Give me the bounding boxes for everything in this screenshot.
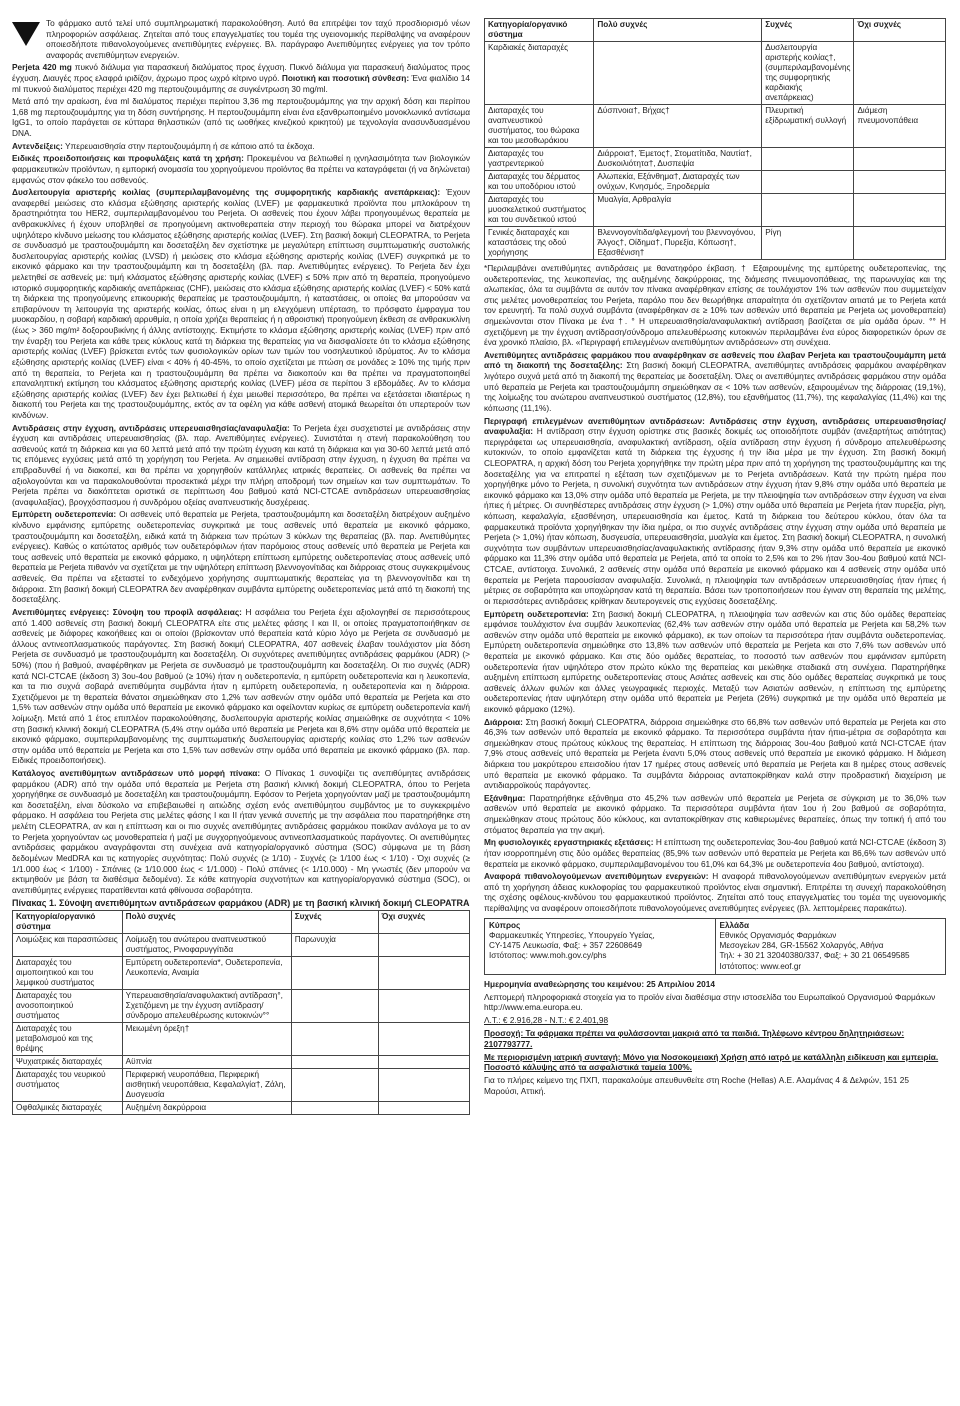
right-column	[484, 18, 946, 1396]
paragraph-heading: Ειδικές προειδοποιήσεις και προφυλάξεις κατά τη χρήση:	[12, 153, 244, 164]
header-uncommon: Όχι συχνές	[378, 911, 469, 934]
header-very-common: Πολύ συχνές	[122, 911, 291, 934]
paragraph-heading: Αναφορά πιθανολογούμενων ανεπιθύμητων ενεργειών:	[484, 871, 709, 882]
intro-notice	[12, 18, 470, 62]
paragraph-text: Στη βασική δοκιμή CLEOPATRA, ανεπιθύμητες αντιδράσεις φαρμάκου αναφέρθηκαν λιγότερο συχνά μετά από τη διακοπή της θεραπείας με δοσεταξέλη. Όλες οι ανεπιθύμητες αντιδράσεις φαρμάκου στην ομάδα υπό θεραπεία με Perjeta και τραστουζουμάμπη σημειώθηκαν σε < 10% των ασθενών, εξαιρουμένων της διάρροιας (19,1%), της λοίμωξης του ανώτερου αναπνευστικού συστήματος (12,8%), του εξανθήματος (11,7%), της κεφαλαλγίας (11,4%) και της κόπωσης (11,1%).	[484, 360, 946, 413]
product-name-rest: πυκνό διάλυμα για παρασκευή διαλύματος προς έγχυση. Πυκνό διάλυμα για παρασκευή διαλύματος προς έγχυση. Διαυγές προς ελαφρά ιριδίζον, άχρωμο προς ωχρό κίτρινο υγρό.	[12, 62, 471, 84]
cell-category: Λοιμώξεις και παρασιτώσεις	[13, 934, 123, 957]
paragraph	[484, 871, 946, 913]
cell-uncommon	[378, 934, 469, 957]
cell-uncommon	[378, 1102, 469, 1115]
left-column	[12, 18, 470, 1396]
cell-very-common: Αϋπνία	[122, 1056, 291, 1069]
paragraph-text: Η ασφάλεια του Perjeta έχει αξιολογηθεί σε περισσότερους από 1.400 ασθενείς στη βασική δοκιμή CLEOPATRA είτε στις μελέτες φάσης I και II, οι οποίες πραγματοποιήθηκαν σε ασθενείς με διάφορες κακοήθειες και οι οποίοι (βρίσκονταν υπό θεραπεία κατά κύριο λόγο με Perjeta σε συνδυασμό με άλλους αντινεοπλασματικούς παράγοντες. Στη βασική δοκιμή CLEOPATRA, 407 ασθενείς έλαβαν τουλάχιστον μία δόση Perjeta σε συνδυασμό με τραστουζουμάμπη και δοσεταξέλη. Οι συχνότερες ανεπιθύμητες αντιδράσεις φαρμάκου (ADR) (> 50%) (που ή βαθμού, αναφέρθηκαν με Perjeta σε συνδυασμό με τραστουζουμάμπη και δοσεταξέλη. Οι πιο συχνές (ADR) κατά NCI-CTCAE (έκδοση 3) 3ου-4ου βαθμού (≥ 10%) ήταν η ουδετεροπενία, η εμπύρετη ουδετεροπενία και η λευκοπενία, και τα πιο συχνά σοβαρά ανεπιθύμητα συμβάντα ήταν η εμπύρετη ουδετεροπενία, η ουδετεροπενία και η διάρροια. Σχετιζόμενοι με τη θεραπεία θάνατοι σημειώθηκαν στο 1,2% των ασθενών στην ομάδα υπό θεραπεία με Perjeta και στο 1,5% των ασθενών στην ομάδα υπό θεραπεία με εικονικό φάρμακο και οφείλονταν κυρίως σε εμπύρετη ουδετεροπενία και/ή λοίμωξη. Μετά από 1 έτος επιπλέον παρακολούθησης, δυσλειτουργία αριστερής κοιλίας σημειώθηκε σε συχνότητα < 10% στη βασική κλινική δοκιμή CLEOPATRA (5,4% στην ομάδα υπό θεραπεία με Perjeta και 8,6% στην ομάδα υπό θεραπεία με εικονικό φάρμακο, συμπεριλαμβανομένης της συμπτωματικής δυσλειτουργίας αριστερής κοιλίας στο 1,2% των ασθενών στην ομάδα υπό θεραπεία με Perjeta και στο 1,5% των ασθενών στην ομάδα υπό θεραπεία με εικονικό φάρμακο (βλ. παρ. Ειδικές προειδοποιήσεις).	[12, 606, 470, 766]
paragraph-text: Η επίπτωση της ουδετεροπενίας 3ου-4ου βαθμού κατά NCI-CTCAE (έκδοση 3) ήταν ισορροπημένη στις δύο ομάδες θεραπείας (85,9% των ασθενών υπό θεραπεία με Perjeta και 86,6% των ασθενών υπό θεραπεία με εικονικό φάρμακο, συμπεριλαμβανομένου του 61,0% και 64,3% με ουδετεροπενία 4ου βαθμού, αντίστοιχα).	[484, 837, 946, 869]
cell-category: Διαταραχές του μυοσκελετικού συστήματος και του συνδετικού ιστού	[485, 194, 594, 227]
cell-very-common: Δύσπνοια†, Βήχας†	[594, 105, 762, 148]
paragraph	[12, 768, 470, 895]
black-triangle-icon	[12, 22, 40, 46]
paragraph	[12, 423, 470, 508]
table-caption: Πίνακας 1. Σύνοψη ανεπιθύμητων αντιδράσεων φαρμάκου (ADR) με τη βασική κλινική δοκιμή CLEOPATRA	[12, 898, 470, 909]
cell-uncommon	[378, 1056, 469, 1069]
paragraph-text: *Περιλαμβάνει ανεπιθύμητες αντιδράσεις με θανατηφόρο έκβαση. † Εξαιρουμένης της εμπύρετης ουδετεροπενίας, της ουδετεροπενίας, της λευκοπενίας, της αυξημένης δακρύρροιας, της διάμεσης πνευμονοπάθειας, της παρωνυχίας και της αλωπεκίας, όλα τα συμβάντα σε αυτόν τον πίνακα αναφέρθηκαν επίσης σε τουλάχιστον 1% των ασθενών που συμμετείχαν στις μελέτες μονοθεραπείας του Perjeta, παρόλο που δεν θεωρήθηκε απαραίτητα ότι σχετίζονταν αιτιατά με το Perjeta κατά τον ερευνητή. Τα πολύ συχνά συμβάντα (αναφέρθηκαν σε ≥ 10% των ασθενών υπό θεραπεία με Perjeta ως μονοθεραπεία) σημειώνονται στον Πίνακα με ένα †. ° Η υπερευαισθησία/αναφυλακτική αντίδραση βασίζεται σε μία ομάδα όρων. °° Η σχετιζόμενη με την έγχυση αντίδραση/σύνδρομο απελευθέρωσης κυτοκινών περιλαμβάνει ένα εύρος διαφορετικών όρων σε ένα χρονικό πλαίσιο, βλ. «Περιγραφή επιλεγμένων ανεπιθύμητων αντιδράσεων» στη συνέχεια.	[484, 263, 946, 348]
paragraph-text: Η αναφορά πιθανολογούμενων ανεπιθύμητων ενεργειών μετά από τη χορήγηση άδειας κυκλοφορίας του φαρμακευτικού προϊόντος είναι σημαντική. Επιτρέπει τη συνεχή παρακολούθηση της σχέσης οφέλους-κινδύνου του φαρμακευτικού προϊόντος. Ζητείται από τους επαγγελματίες του τομέα της υγειονομικής περίθαλψης να αναφέρουν οποιεσδήποτε πιθανολογούμενες ανεπιθύμητες ενέργειες (βλ. λεπτομέρειες παρακάτω).	[484, 871, 946, 913]
cell-uncommon	[854, 42, 946, 105]
header-category: Κατηγορία/οργανικό σύστημα	[485, 19, 594, 42]
contact-cyprus	[485, 918, 716, 974]
paragraph-text: Έχουν αναφερθεί μειώσεις στο κλάσμα εξώθησης αριστερής κοιλίας (LVEF) με φαρμακευτικά προϊόντα που μπλοκάρουν τη δραστηριότητα του HER2, συμπεριλαμβανομένου του Perjeta. Οι ασθενείς που έχουν λάβει προηγουμένως θεραπεία με ανθρακυκλίνες ή έχουν υποβληθεί σε προηγούμενη ακτινοθεραπεία στην περιοχή του θώρακα μπορεί να διατρέχουν υψηλότερο κίνδυνο μείωσης του κλάσματος εξώθησης αριστερής κοιλίας (LVEF). Στη βασική δοκιμή CLEOPATRA, το Perjeta σε συνδυασμό με τραστουζουμάμπη και δοσεταξέλη δεν σχετίστηκε με μεγαλύτερη επίπτωση συμπτωματικής συστολικής δυσλειτουργίας αριστερής κοιλίας (LVSD) ή μειώσεις στο κλάσμα εξώθησης αριστερής κοιλίας (LVEF) συγκριτικά με το εικονικό φάρμακο και την τραστουζουμάμπη και τη δοσεταξέλη (βλ. παρ. Ανεπιθύμητες ενέργειες). Το Perjeta δεν έχει μελετηθεί σε ασθενείς με: τιμή κλάσματος εξώθησης αριστερής κοιλίας (LVEF) ≤ 50% πριν από τη θεραπεία, προηγούμενο ιστορικό συμφορητικής καρδιακής ανεπάρκειας (CHF), μειώσεις στο κλάσμα εξώθησης αριστερής κοιλίας (LVEF) < 50% κατά τη διάρκεια της προηγούμενης επικουρικής θεραπείας με τραστουζουμάμπη, ή καταστάσεις, οι οποίες θα μπορούσαν να επιβαρύνουν τη λειτουργία της αριστερής κοιλίας, όπως είναι η μη ελεγχόμενη υπέρταση, το πρόσφατο έμφραγμα του μυοκαρδίου, η σοβαρή καρδιακή αρρυθμία, η οποία χρήζει θεραπείας ή η αθροιστική προηγούμενη έκθεση σε ανθρακυκλίνη (έως > 360 mg/m² δοξορουβικίνης ή άλλης αντίστοιχης. Εκτιμήστε το κλάσμα εξώθησης αριστερής κοιλίας (LVEF) πριν από την έναρξη του Perjeta και κάθε τρεις κύκλους κατά τη διάρκεια της θεραπείας για να διασφαλίσετε ότι το κλάσμα εξώθησης αριστερής κοιλίας (LVEF) βρίσκεται εντός των φυσιολογικών ορίων των τιμών του νοσηλευτικού ιδρύματος. Αν το κλάσμα εξώθησης αριστερής κοιλίας (LVEF) είναι < 40% ή 40-45%, το οποίο σχετίζεται με πτώση σε μονάδες ≥ 10% της τιμής πριν από τη θεραπεία, το Perjeta και η τραστουζουμάμπη θα πρέπει να διακοπούν και θα πρέπει να πραγματοποιηθεί επαναληπτική εκτίμηση του κλάσματος εξώθησης αριστερής κοιλίας (LVEF) μέσα σε περίπου 3 εβδομάδες. Αν το κλάσμα εξώθησης αριστερής κοιλίας (LVEF) δεν έχει βελτιωθεί ή έχει μειωθεί περισσότερο, θα πρέπει να εξετάσεται ιδιαιτέρως η διακοπή του Perjeta και της τραστουζουμάμπης, εκτός αν τα οφέλη για κάθε ασθενή ατομικά θεωρείται ότι υπερτερούν των κινδύνων.	[12, 187, 470, 420]
contact-greece-website[interactable]: Ιστότοπος: www.eof.gr	[719, 961, 802, 971]
paragraph-heading: Περιγραφή επιλεγμένων ανεπιθύμητων αντιδράσεων: Αντιδράσεις στην έγχυση, αντιδράσεις υπερευαισθησίας/αναφυλαξία:	[484, 415, 946, 437]
cell-very-common: Αλωπεκία, Εξάνθημα†, Διαταραχές των ονύχων, Κνησμός, Ξηροδερμία	[594, 171, 762, 194]
cell-category: Ψυχιατρικές διαταραχές	[13, 1056, 123, 1069]
reporting-contacts	[484, 918, 946, 975]
paragraph-text: Στη βασική δοκιμή CLEOPATRA, διάρροια σημειώθηκε στο 66,8% των ασθενών υπό θεραπεία με Perjeta και στο 46,3% των ασθενών υπό θεραπεία με εικονικό φάρμακο. Τα περισσότερα συμβάντα ήταν ήπια-μέτρια σε σοβαρότητα και σημειώθηκαν στους πρώτους κύκλους της θεραπείας. Η επίπτωση της διάρροιας 3ου-4ου βαθμού κατά NCI-CTCAE ήταν 7,9% στους ασθενείς υπό θεραπεία με Perjeta έναντι 5,0% στους ασθενείς υπό θεραπεία με εικονικό φάρμακο. Η διάμεση διάρκεια του μακρύτερου επεισοδίου ήταν 17 ημέρες στους ασθενείς υπό θεραπεία με Perjeta και 8 ημέρες στους ασθενείς υπό θεραπεία με εικονικό φάρμακο. Τα συμβάντα διάρροιας ανταποκρίθηκαν καλά στην προδραστική διαχείριση με αντιδιαρροϊκούς παράγοντες.	[484, 716, 946, 791]
cell-uncommon	[854, 148, 946, 171]
cell-category: Διαταραχές του μεταβολισμού και της θρέψης	[13, 1023, 123, 1056]
cell-common	[762, 171, 854, 194]
table-row	[485, 171, 946, 194]
contact-cyprus-line: Φαρμακευτικές Υπηρεσίες, Υπουργείο Υγείας,	[489, 930, 655, 940]
monitoring-notice: Το φάρμακο αυτό τελεί υπό συμπληρωματική παρακολούθηση. Αυτό θα επιτρέψει τον ταχύ προσδιορισμό νέων πληροφοριών ασφάλειας. Ζητείται από τους επαγγελματίες του τομέα της υγειονομικής περίθαλψης να αναφέρουν οποιεσδήποτε πιθανολογούμενες ανεπιθύμητες ενέργειες. Βλ. παράγραφο Ανεπιθύμητες ενέργειες για τον τρόπο αναφοράς ανεπιθύμητων ενεργειών.	[46, 18, 470, 60]
header-very-common: Πολύ συχνές	[594, 19, 762, 42]
cell-common	[291, 957, 378, 990]
contact-greece-country: Ελλάδα	[719, 920, 749, 930]
header-common: Συχνές	[762, 19, 854, 42]
header-category: Κατηγορία/οργανικό σύστημα	[13, 911, 123, 934]
cell-category: Διαταραχές του αναπνευστικού συστήματος, του θώρακα και του μεσοθωράκιου	[485, 105, 594, 148]
paragraph-heading: Εμπύρετη ουδετεροπενία:	[484, 608, 589, 619]
paragraph	[12, 141, 470, 152]
cell-category: Διαταραχές του ανοσοποιητικού συστήματος	[13, 990, 123, 1023]
paragraph-text: Μετά από την αραίωση, ένα ml διαλύματος περιέχει περίπου 3,36 mg περτουζουμάμπης για την αρχική δόση και περίπου 1,68 mg περτουζουμάμπης για τη δόση συντήρησης. Η περτουζουμάμπη είναι ένα εξανθρωποιημένο μονοκλωνικό αντίσωμα IgG1, το οποίο παράγεται σε κύτταρα θηλαστικών (από τις ωοθήκες κινεζικού κρικητού) με τεχνολογία ανασυνδυασμένου DNA.	[12, 96, 470, 139]
cell-common	[291, 1023, 378, 1056]
paragraph-text: Υπερευαισθησία στην περτουζουμάμπη ή σε κάποιο από τα έκδοχα.	[62, 140, 315, 151]
cell-uncommon	[378, 1023, 469, 1056]
table-row	[485, 148, 946, 171]
cell-category: Οφθαλμικές διαταραχές	[13, 1102, 123, 1115]
paragraph	[12, 153, 470, 185]
cell-category: Καρδιακές διαταραχές	[485, 42, 594, 105]
cell-very-common: Εμπύρετη ουδετεροπενία*, Ουδετεροπενία, Λευκοπενία, Αναιμία	[122, 957, 291, 990]
paragraph-heading: Ανεπιθύμητες ενέργειες: Σύνοψη του προφίλ ασφάλειας:	[12, 606, 242, 617]
contact-greece-line: Τηλ: + 30 21 32040380/337, Φαξ: + 30 21 06549585	[719, 951, 910, 961]
table-row	[485, 194, 946, 227]
table-header-row	[13, 911, 470, 934]
cell-uncommon	[378, 990, 469, 1023]
cell-uncommon	[854, 227, 946, 260]
cell-common: Δυσλειτουργία αριστερής κοιλίας†, (συμπεριλαμβανομένης της συμφορητικής καρδιακής ανεπάρκειας)	[762, 42, 854, 105]
header-common: Συχνές	[291, 911, 378, 934]
table-row	[485, 42, 946, 105]
paragraph	[484, 717, 946, 791]
paragraph-heading: Αντιδράσεις στην έγχυση, αντιδράσεις υπερευαισθησίας/αναφυλαξία:	[12, 422, 290, 433]
table-row	[13, 1056, 470, 1069]
table-row	[13, 1102, 470, 1115]
cell-very-common: Υπερευαισθησία/αναφυλακτική αντίδραση°, Σχετιζόμενη με την έγχυση αντίδραση/σύνδρομο απελευθέρωσης κυτοκινών°°	[122, 990, 291, 1023]
paragraph-text: Στη βασική δοκιμή CLEOPATRA, η πλειοψηφία των ασθενών και στις δύο ομάδες θεραπείας εμφάνισε τουλάχιστον ένα συμβάν λευκοπενίας (62,4% των ασθενών στην ομάδα υπό θεραπεία με Perjeta και 58,2% των ασθενών στην ομάδα υπό θεραπεία με εικονικό φάρμακο), εκ των οποίων τα περισσότερα ήταν συμβάντα ουδετεροπενίας. Εμπύρετη ουδετεροπενία σημειώθηκε στο 13,8% των ασθενών υπό θεραπεία με Perjeta και στο 7,6% των ασθενών υπό θεραπεία με εικονικό φάρμακο. Και στις δύο ομάδες θεραπείας, το ποσοστό των ασθενών που εμφάνισαν εμπύρετη ουδετεροπενία ήταν υψηλότερο στον πρώτο κύκλο της θεραπείας και μειώθηκε σταδιακά στη συνέχεια. Παρατηρήθηκε αυξημένη επίπτωση εμπύρετης ουδετεροπενίας στους Ασιάτες ασθενείς και στις δύο ομάδες θεραπείας συγκριτικά με τους ασθενείς άλλων φυλών και άλλες γεωγραφικές περιοχές. Μεταξύ των Ασιατών ασθενών, η επίπτωση της εμπύρετης ουδετεροπενίας ήταν υψηλότερη στην ομάδα υπό θεραπεία με Perjeta (26%) συγκριτικά με την ομάδα υπό θεραπεία με εικονικό φάρμακο (12%).	[484, 608, 946, 714]
cell-very-common: Περιφερική νευροπάθεια, Περιφερική αισθητική νευροπάθεια, Κεφαλαλγία†, Ζάλη, Δυσγευσία	[122, 1069, 291, 1102]
adr-table-part-2	[484, 18, 946, 260]
adr-table-part-1	[12, 910, 470, 1115]
paragraph-heading: Ανεπιθύμητες αντιδράσεις φαρμάκου που αναφέρθηκαν σε ασθενείς που έλαβαν Perjeta και τραστουζουμάμπη μετά από τη διακοπή της δοσεταξέλης:	[484, 349, 946, 371]
cell-common	[291, 1102, 378, 1115]
table-row	[13, 1069, 470, 1102]
table-row	[13, 1023, 470, 1056]
paragraph-text: Προκειμένου να βελτιωθεί η ιχνηλασιμότητα των βιολογικών φαρμακευτικών προϊόντων, η εμπορική ονομασία του χορηγούμενου προϊόντος θα πρέπει να καταγράφεται (ή να δηλώνεται) εμφανώς στον φάκελο του ασθενούς.	[12, 153, 470, 185]
paragraph-heading: Αντενδείξεις:	[12, 140, 63, 151]
paragraph-text: Παρατηρήθηκε εξάνθημα στο 45,2% των ασθενών υπό θεραπεία με Perjeta σε σύγκριση με το 36,0% των ασθενών υπό θεραπεία με εικονικό φάρμακο. Τα περισσότερα συμβάντα ήταν 1ου ή 2ου βαθμού σε σοβαρότητα, σημειώθηκαν στους πρώτους δύο κύκλους, και ανταποκρίθηκαν στις καθιερωμένες θεραπείες, όπως την τοπική ή από του στόματος θεραπεία για την ακμή.	[484, 792, 946, 835]
right-paragraphs	[484, 263, 946, 914]
cell-uncommon	[378, 957, 469, 990]
cell-very-common: Μειωμένη όρεξη†	[122, 1023, 291, 1056]
cell-category: Διαταραχές του νευρικού συστήματος	[13, 1069, 123, 1102]
table-row	[13, 934, 470, 957]
cell-uncommon: Διάμεση πνευμονοπάθεια	[854, 105, 946, 148]
cell-very-common	[594, 42, 762, 105]
contact-cyprus-country: Κύπρος	[489, 920, 521, 930]
cell-common	[291, 1069, 378, 1102]
paragraph-text: Οι ασθενείς υπό θεραπεία με Perjeta, τραστουζουμάμπη και δοσεταξέλη διατρέχουν αυξημένο κίνδυνο εμφάνισης εμπύρετης ουδετεροπενίας συγκριτικά με τους ασθενείς υπό θεραπεία με εικονικό φάρμακο, τραστουζουμάμπη και δοσεταξέλη, ειδικά κατά τη διάρκεια των πρώτων 3 κύκλων της θεραπείας (βλ. παρ. Ανεπιθύμητες ενέργειες). Καθώς ο κατώτατος αριθμός των ουδετερόφιλων ήταν παρόμοιος στους ασθενείς υπό θεραπεία με Perjeta και τους ασθενείς υπό θεραπεία με εικονικό φάρμακο, η υψηλότερη επίπτωση εμπύρετης ουδετεροπενίας στους ασθενείς υπό θεραπεία με Perjeta πιθανόν να σχετίζεται με την υψηλότερη επίπτωση βλεννογονίτιδας και διάρροιας στους συγκεκριμένους ασθενείς. Θα πρέπει να εξεταστεί το ενδεχόμενο χορήγησης συμπτωματικής θεραπείας για τη βλεννογονίτιδα και τη διάρροια. Στη βασική δοκιμή CLEOPATRA δεν αναφέρθηκαν συμβάντα εμπύρετης ουδετεροπενίας μετά από τη διακοπή της δοσεταξέλης.	[12, 509, 470, 605]
cell-common	[291, 990, 378, 1023]
paragraph	[12, 187, 470, 420]
left-paragraphs	[12, 96, 470, 895]
cell-very-common: Μυαλγία, Αρθραλγία	[594, 194, 762, 227]
revision-date: Ημερομηνία αναθεώρησης του κειμένου: 25 Απριλίου 2014	[484, 978, 716, 989]
table-row	[13, 990, 470, 1023]
paragraph-heading: Δυσλειτουργία αριστερής κοιλίας (συμπεριλαμβανομένης της συμφορητικής καρδιακής ανεπάρκειας):	[12, 187, 441, 198]
prices: Λ.Τ.: € 2.916,28 - Ν.Τ.: € 2.401,98	[484, 1015, 609, 1026]
paragraph	[484, 609, 946, 715]
paragraph-heading: Εξάνθημα:	[484, 792, 526, 803]
paragraph	[484, 263, 946, 348]
contact-greece-line: Μεσογείων 284, GR-15562 Χολαργός, Αθήνα	[719, 941, 884, 951]
contact-greece-line: Εθνικός Οργανισμός Φαρμάκων	[719, 930, 837, 940]
paragraph	[12, 96, 470, 138]
table-row	[13, 957, 470, 990]
table-row	[485, 105, 946, 148]
cell-common: Παρωνυχία	[291, 934, 378, 957]
paragraph-text: Το Perjeta έχει συσχετιστεί με αντιδράσεις στην έγχυση και αντιδράσεις υπερευαισθησίας (βλ. παρ. Ανεπιθύμητες ενέργειες). Συνιστάται η στενή παρακολούθηση του ασθενούς κατά τη διάρκεια και για 60 λεπτά μετά από την πρώτη έγχυση και κατά τη διάρκεια και για 30-60 λεπτά μετά από τις επόμενες εγχύσεις μετά από τη χορήγηση του Perjeta. Αν σημειωθεί αντίδραση στην έγχυση, η έγχυση θα πρέπει να επιβραδυνθεί ή να διακοπεί, και θα πρέπει να χορηγηθούν κατάλληλες ιατρικές θεραπείες. Οι ασθενείς θα πρέπει να αξιολογούνται και να παρακολουθούνται προσεκτικά μέχρι την πλήρη αποδρομή των σημείων και των συμπτωμάτων. Το Perjeta πρέπει να διακόπτεται οριστικά σε περίπτωση 4ου βαθμού κατά NCI-CTCAE αντιδράσεων υπερευαισθησίας (αναφυλαξίας), βρογχόσπασμου ή συνδρόμου οξείας αναπνευστικής δυσχέρειας.	[12, 422, 470, 507]
cell-uncommon	[854, 194, 946, 227]
header-uncommon: Όχι συχνές	[854, 19, 946, 42]
paragraph	[484, 350, 946, 414]
paragraph-text: Η αντίδραση στην έγχυση ορίστηκε στις βασικές δοκιμές ως οποιοδήποτε συμβάν (ανεξαρτήτως αιτιότητας) περιγράφεται ως υπερευαισθησία, αναφυλακτική αντίδραση, οξεία αντίδραση στην έγχυση ή σύνδρομο απελευθέρωσης κυτοκινών, το οποίο εμφανίζεται κατά τη διάρκεια της έγχυσης ή την ίδια μέρα με την έγχυση. Στη βασική δοκιμή CLEOPATRA, η αρχική δόση του Perjeta χορηγήθηκε την πρώτη μέρα πριν από τη χορήγηση της τραστουζουμάμπης και της δοσεταξέλης για να επιτραπεί η εξέταση των σχετιζόμενων με το Perjeta αντιδράσεων. Κατά την πρώτη ημέρα που χορηγήθηκε μόνο το Perjeta, η συνολική συχνότητα των αντιδράσεων στην έγχυση ήταν 9,8% στην ομάδα υπό θεραπεία με εικονικό φάρμακο και 13,0% στην ομάδα υπό θεραπεία με Perjeta, με την πλειοψηφία των αντιδράσεων στην έγχυση να είναι ήπιες ή μέτριες. Οι συνηθέστερες αντιδράσεις στην έγχυση (> 1,0%) στην ομάδα υπό θεραπεία με Perjeta ήταν πυρεξία, ρίγη, κόπωση, κεφαλαλγία, εξασθένηση, υπερευαισθησία και έμετος. Κατά τη διάρκεια του δεύτερου κύκλου, όταν όλα τα φαρμακευτικά προϊόντα χορηγήθηκαν την ίδια ημέρα, οι πιο συχνές αντιδράσεις στην έγχυση στην ομάδα υπό θεραπεία με Perjeta (> 1,0%) ήταν κόπωση, δυσγευσία, υπερευαισθησία, μυαλγία και έμετος. Στη βασική δοκιμή CLEOPATRA, η συνολική συχνότητα των συμβάντων υπερευαισθησίας/αναφυλακτικής αντίδρασης ήταν 9,3% στην ομάδα υπό θεραπεία με εικονικό φάρμακο και 11,3% στην ομάδα υπό θεραπεία με Perjeta, από τα οποία το 2,5% και το 2% ήταν 3ου-4ου βαθμού κατά NCI-CTCAE, αντίστοιχα. Συνολικά, 2 ασθενείς στην ομάδα υπό θεραπεία με εικονικό φάρμακο και 4 ασθενείς στην ομάδα υπό θεραπεία με Perjeta παρουσίασαν αναφυλαξία. Συνολικά, η πλειοψηφία των αντιδράσεων υπερευαισθησίας ήταν ήπιες ή μέτριες σε σοβαρότητα και υποχώρησαν κατά τη θεραπεία. Βάσει των τροποποιήσεων που έγιναν στη θεραπεία της μελέτης, οι περισσότερες αντιδράσεις κρίθηκαν δευτερογενείς στις εγχύσεις δοσεταξέλης.	[484, 426, 946, 606]
cell-very-common: Λοίμωξη του ανώτερου αναπνευστικού συστήματος, Ρινοφαρυγγίτιδα	[122, 934, 291, 957]
table-row	[485, 227, 946, 260]
roche-contact: Για το πλήρες κείμενο της ΠΧΠ, παρακαλούμε απευθυνθείτε στη Roche (Hellas) Α.Ε. Αλαμάνας 4 & Δελφών, 151 25 Μαρούσι, Αττική.	[484, 1075, 909, 1096]
cell-category: Διαταραχές του γαστρεντερικού	[485, 148, 594, 171]
contact-cyprus-line: CY-1475 Λευκωσία, Φαξ: + 357 22608649	[489, 941, 642, 951]
table-header-row	[485, 19, 946, 42]
paragraph-heading: Εμπύρετη ουδετεροπενία:	[12, 509, 117, 520]
cell-common	[762, 148, 854, 171]
cell-very-common: Βλεννογονίτιδα/φλεγμονή του βλεννογόνου, Άλγος†, Οίδημα†, Πυρεξία, Κόπωση†, Εξασθένιση†	[594, 227, 762, 260]
composition-text: Ένα φιαλίδιο 14 ml πυκνού διαλύματος περιέχει 420 mg περτουζουμάμπης σε συγκέντρωση 30 mg/ml.	[12, 73, 471, 94]
cell-common: Ρίγη	[762, 227, 854, 260]
product-name: Perjeta 420 mg	[12, 62, 72, 73]
composition-heading: Ποιοτική και ποσοτική σύνθεση:	[281, 73, 410, 84]
cell-category: Διαταραχές του αιμοποιητικού και του λεμφικού συστήματος	[13, 957, 123, 990]
cell-common: Πλευριτική εξίδρωματική συλλογή	[762, 105, 854, 148]
contact-greece	[715, 918, 946, 974]
contact-cyprus-website[interactable]: Ιστότοπος: www.moh.gov.cy/phs	[489, 951, 607, 961]
children-warning: Προσοχή: Τα φάρμακα πρέπει να φυλάσσονται μακριά από τα παιδιά. Τηλέφωνο κέντρου δηλητηριάσεων: 2107793777.	[484, 1027, 905, 1049]
cell-common	[762, 194, 854, 227]
paragraph	[484, 837, 946, 869]
cell-very-common: Διάρροια†, Έμετος†, Στοματίτιδα, Ναυτία†, Δυσκοιλιότητα†, Δυσπεψία	[594, 148, 762, 171]
cell-category: Διαταραχές του δέρματος και του υποδόριου ιστού	[485, 171, 594, 194]
cell-common	[291, 1056, 378, 1069]
paragraph	[484, 416, 946, 607]
paragraph	[484, 793, 946, 835]
paragraph	[12, 509, 470, 604]
ema-notice: Λεπτομερή πληροφοριακά στοιχεία για το προϊόν είναι διαθέσιμα στην ιστοσελίδα του Ευρωπαϊκού Οργανισμού Φαρμάκων http://www.ema.europa.eu.	[484, 991, 936, 1013]
paragraph-heading: Μη φυσιολογικές εργαστηριακές εξετάσεις:	[484, 837, 654, 848]
paragraph-heading: Διάρροια:	[484, 716, 523, 727]
cell-very-common: Αυξημένη δακρύρροια	[122, 1102, 291, 1115]
cell-uncommon	[854, 171, 946, 194]
product-description	[12, 62, 470, 94]
cell-uncommon	[378, 1069, 469, 1102]
paragraph	[12, 607, 470, 766]
cell-category: Γενικές διαταραχές και καταστάσεις της οδού χορήγησης	[485, 227, 594, 260]
prescription-restriction: Με περιορισμένη ιατρική συνταγή: Μόνο για Νοσοκομειακή Χρήση από ιατρό με κατάλληλη ειδίκευση και εμπειρία. Ποσοστό κάλυψης από τα ασφαλιστικά ταμεία 100%.	[484, 1051, 939, 1073]
paragraph-text: Ο Πίνακας 1 συνοψίζει τις ανεπιθύμητες αντιδράσεις φαρμάκου (ADR) από την ομάδα υπό θεραπεία με Perjeta στη βασική κλινική δοκιμή CLEOPATRA, όπου το Perjeta χορηγήθηκε σε συνδυασμό με δοσεταξέλη και τραστουζουμάμπη. Εφόσον το Perjeta χορηγούνταν μαζί με τραστουζουμάμπη και δοσεταξέλη, είναι δύσκολο να επιβεβαιωθεί η αιτιώδης σχέση ενός ανεπιθύμητου συμβάντος με το συγκεκριμένο φάρμακο. Η ασφάλεια του Perjeta στις μελέτες φάσης I και II ήταν γενικά συνεπής με την ασφάλεια που παρατηρήθηκε στη μελέτη CLEOPATRA, αν και η επίπτωση και οι πιο συχνές ανεπιθύμητες αντιδράσεις φαρμάκου ποικίλαν ανάλογα με το αν το Perjeta χορηγούνταν ως μονοθεραπεία ή μαζί με συγχορηγούμενους αντινεοπλασματικούς παράγοντες. Οι ανεπιθύμητες αντιδράσεις φαρμάκου αναγράφονται στη συνέχεια ανά κατηγορία/οργανικό σύστημα (SOC) σύμφωνα με τη βάση δεδομένων MedDRA και τις κατηγορίες συχνότητας: Πολύ συχνές (≥ 1/10) - Συχνές (≥ 1/100 έως < 1/10) - Όχι συχνές (≥ 1/1.000 έως < 1/100) - Σπάνιες (≥ 1/10.000 έως < 1/1.000) - Πολύ σπάνιες (< 1/10.000) - Μη γνωστές (δεν μπορούν να εκτιμηθούν με βάση τα διαθέσιμα δεδομένα). Σε κάθε κατηγορία συχνοτήτων και κατηγορία/οργανικό σύστημα (SOC), οι ανεπιθύμητες ενέργειες παρατίθενται κατά φθίνουσα σοβαρότητα.	[12, 768, 470, 895]
paragraph-heading: Κατάλογος ανεπιθύμητων αντιδράσεων υπό μορφή πίνακα:	[12, 768, 261, 779]
